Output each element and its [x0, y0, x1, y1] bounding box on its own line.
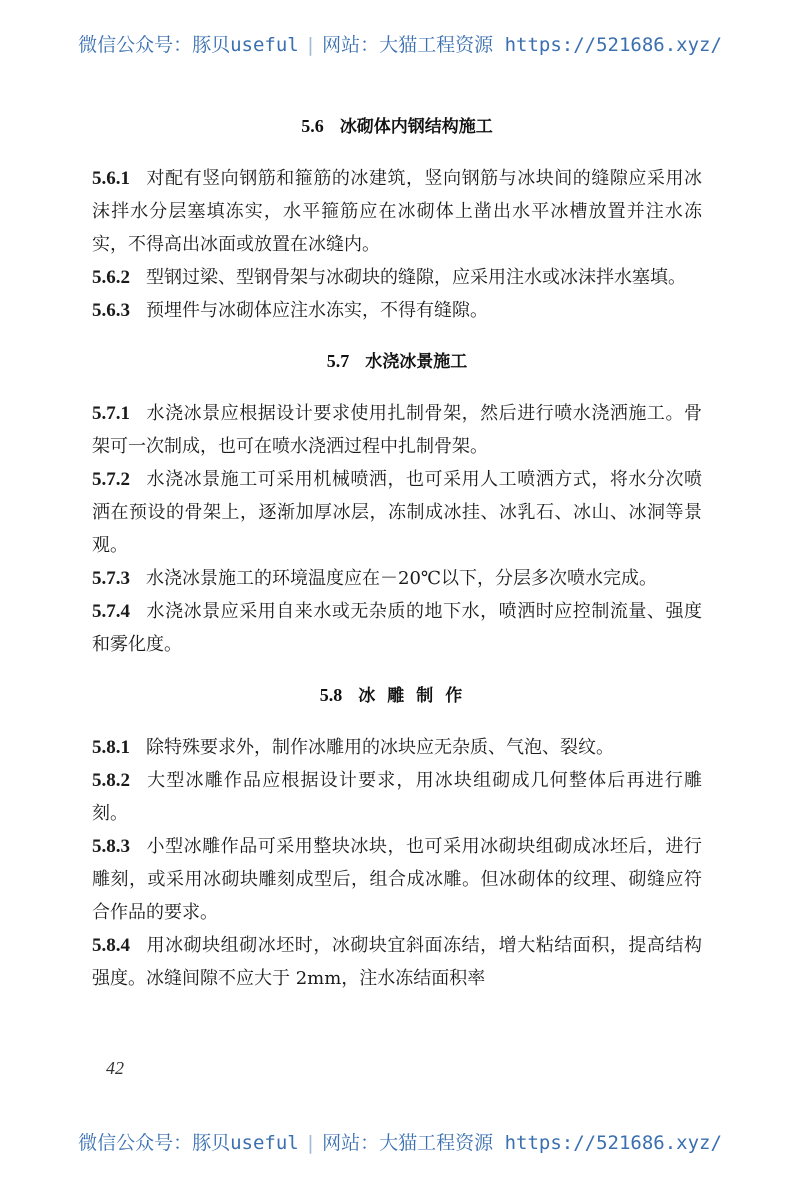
clause-number: 5.8.4 — [92, 935, 130, 956]
section-heading-5-6 — [92, 112, 702, 140]
clause-5-8-2 — [92, 764, 702, 830]
clause-5-7-2 — [92, 463, 702, 562]
clause-text: 小型冰雕作品可采用整块冰块，也可采用冰砌块组砌成冰坯后，进行雕刻，或采用冰砌块雕刻成型后，组合成冰雕。但冰砌体的纹理、砌缝应符合作品的要求。 — [92, 836, 702, 923]
clause-number: 5.8.1 — [92, 737, 130, 758]
clause-text: 水浇冰景施工的环境温度应在－20℃以下，分层多次喷水完成。 — [146, 568, 658, 589]
clause-text: 预埋件与冰砌体应注水冻实，不得有缝隙。 — [146, 300, 488, 321]
clause-5-8-4 — [92, 929, 702, 995]
clause-number: 5.6.1 — [92, 168, 130, 189]
spacer — [92, 327, 702, 347]
spacer — [92, 661, 702, 681]
clause-text: 水浇冰景应根据设计要求使用扎制骨架，然后进行喷水浇洒施工。骨架可一次制成，也可在喷水浇洒过程中扎制骨架。 — [92, 403, 702, 457]
watermark-header — [0, 30, 800, 57]
clause-text: 除特殊要求外，制作冰雕用的冰块应无杂质、气泡、裂纹。 — [146, 737, 614, 758]
section-number: 5.6 — [301, 116, 324, 136]
clause-number: 5.8.3 — [92, 836, 130, 857]
clause-5-8-1 — [92, 731, 702, 764]
clause-5-8-3 — [92, 830, 702, 929]
section-number: 5.7 — [326, 351, 350, 371]
section-title: 冰雕制作 — [358, 686, 475, 706]
document-page — [92, 112, 702, 995]
clause-text: 大型冰雕作品应根据设计要求，用冰块组砌成几何整体后再进行雕刻。 — [92, 770, 702, 824]
clause-5-6-1 — [92, 162, 702, 261]
section-heading-5-7 — [92, 347, 702, 375]
clause-5-7-1 — [92, 397, 702, 463]
clause-text: 型钢过梁、型钢骨架与冰砌块的缝隙，应采用注水或冰沫拌水塞填。 — [146, 267, 686, 288]
watermark-wechat: 微信公众号：豚贝useful — [78, 34, 299, 56]
clause-number: 5.6.2 — [92, 267, 130, 288]
section-heading-5-8 — [92, 681, 702, 709]
clause-number: 5.7.2 — [92, 469, 130, 490]
clause-5-6-2 — [92, 261, 702, 294]
clause-5-6-3 — [92, 294, 702, 327]
clause-5-7-3 — [92, 562, 702, 595]
section-number: 5.8 — [319, 685, 343, 705]
watermark-website: 网站：大猫工程资源 https://521686.xyz/ — [322, 34, 722, 56]
clause-text: 用冰砌块组砌冰坯时，冰砌块宜斜面冻结，增大粘结面积，提高结构强度。冰缝间隙不应大于 2mm，注水冻结面积率 — [92, 935, 702, 989]
clause-number: 5.6.3 — [92, 300, 130, 321]
watermark-separator: | — [304, 1132, 317, 1154]
section-title: 水浇冰景施工 — [365, 352, 468, 372]
watermark-website: 网站：大猫工程资源 https://521686.xyz/ — [322, 1132, 722, 1154]
clause-5-7-4 — [92, 595, 702, 661]
clause-text: 对配有竖向钢筋和箍筋的冰建筑，竖向钢筋与冰块间的缝隙应采用冰沫拌水分层塞填冻实，水平箍筋应在冰砌体上凿出水平冰槽放置并注水冻实，不得高出冰面或放置在冰缝内。 — [92, 168, 702, 255]
clause-number: 5.7.1 — [92, 403, 130, 424]
clause-number: 5.8.2 — [92, 770, 130, 791]
watermark-separator: | — [304, 34, 317, 56]
clause-text: 水浇冰景施工可采用机械喷洒，也可采用人工喷洒方式，将水分次喷洒在预设的骨架上，逐渐加厚冰层，冻制成冰挂、冰乳石、冰山、冰洞等景观。 — [92, 469, 702, 556]
clause-number: 5.7.3 — [92, 568, 130, 589]
watermark-footer — [0, 1128, 800, 1155]
watermark-wechat: 微信公众号：豚贝useful — [78, 1132, 299, 1154]
clause-text: 水浇冰景应采用自来水或无杂质的地下水，喷洒时应控制流量、强度和雾化度。 — [92, 601, 702, 655]
page-number: 42 — [106, 1058, 124, 1078]
section-title: 冰砌体内钢结构施工 — [339, 117, 493, 137]
clause-number: 5.7.4 — [92, 601, 130, 622]
